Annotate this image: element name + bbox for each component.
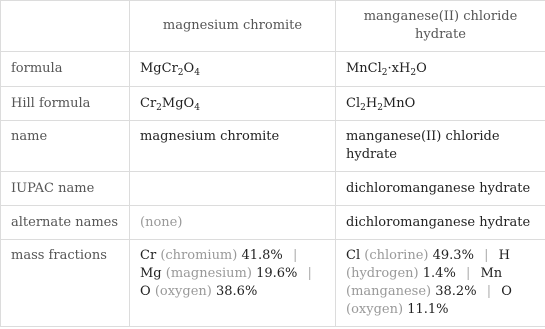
iupac-name-cell xyxy=(130,172,336,206)
element-name: (hydrogen) xyxy=(346,266,419,281)
fraction-separator: | xyxy=(292,248,298,263)
formula-subscript: 2 xyxy=(177,68,184,78)
table-row xyxy=(1,87,545,121)
name-cell: manganese(II) chloride hydrate xyxy=(336,121,545,172)
element-percentage: 38.2% xyxy=(435,284,477,299)
hill-formula-cell: $Cr_2MgO_4$ xyxy=(130,87,336,121)
element-name: (chlorine) xyxy=(364,248,429,263)
formula-subscript: 2 xyxy=(360,102,366,113)
element-percentage: 38.6% xyxy=(216,284,258,299)
row-label-iupac-name: IUPAC name xyxy=(1,172,130,206)
element-name: (chromium) xyxy=(160,248,238,263)
column-header-manganese-chloride-hydrate: manganese(II) chloride hydrate xyxy=(336,1,545,52)
row-label-formula: formula xyxy=(1,52,130,87)
element-name: (oxygen) xyxy=(346,302,404,317)
element-symbol: H xyxy=(498,248,510,263)
hill-formula-cell: $Cl_2H_2MnO$ xyxy=(336,87,545,121)
mass-fractions-cell xyxy=(130,240,336,327)
element-percentage: 1.4% xyxy=(422,266,456,281)
fraction-separator: | xyxy=(465,266,471,281)
table-row xyxy=(1,240,545,327)
element-symbol: Cr xyxy=(140,248,157,263)
formula-subscript: 2 xyxy=(410,68,417,78)
row-label-alternate-names: alternate names xyxy=(1,206,130,240)
formula-subscript: 2 xyxy=(381,68,388,78)
fraction-separator: | xyxy=(484,248,489,263)
corner-cell xyxy=(1,1,130,52)
alternate-names-cell: (none) xyxy=(130,206,336,240)
column-header-magnesium-chromite: magnesium chromite xyxy=(130,1,336,52)
element-name: (oxygen) xyxy=(154,284,212,299)
element-name: (magnesium) xyxy=(165,266,252,281)
formula-cell: $MnCl_2\cdot xH_2O$ xyxy=(336,52,545,87)
element-percentage: 49.3% xyxy=(432,248,474,263)
row-label-hill-formula: Hill formula xyxy=(1,87,130,121)
formula-subscript: 2 xyxy=(377,102,383,113)
row-label-mass-fractions: mass fractions xyxy=(1,240,130,327)
element-percentage: 19.6% xyxy=(256,266,298,281)
element-percentage: 41.8% xyxy=(241,248,283,263)
name-cell: magnesium chromite xyxy=(130,121,336,172)
iupac-name-cell: dichloromanganese hydrate xyxy=(336,172,545,206)
table-row xyxy=(1,121,545,172)
formula-subscript: 4 xyxy=(194,68,200,78)
element-symbol: O xyxy=(140,284,151,299)
table-row xyxy=(1,52,545,87)
mass-fractions-cell xyxy=(336,240,545,327)
table-row xyxy=(1,206,545,240)
row-label-name: name xyxy=(1,121,130,172)
alternate-names-cell: dichloromanganese hydrate xyxy=(336,206,545,240)
formula-subscript: 4 xyxy=(194,102,200,113)
formula-cell: $MgCr_2O_4$ xyxy=(130,52,336,87)
element-symbol: Mn xyxy=(480,266,503,281)
element-symbol: Mg xyxy=(140,266,162,281)
element-symbol: O xyxy=(501,284,512,299)
formula-subscript: 2 xyxy=(156,102,162,113)
table-row xyxy=(1,172,545,206)
fraction-separator: | xyxy=(486,284,492,299)
fraction-separator: | xyxy=(307,266,312,281)
element-percentage: 11.1% xyxy=(407,302,449,317)
element-symbol: Cl xyxy=(346,248,361,263)
header-row xyxy=(1,1,545,52)
element-name: (manganese) xyxy=(346,284,432,299)
